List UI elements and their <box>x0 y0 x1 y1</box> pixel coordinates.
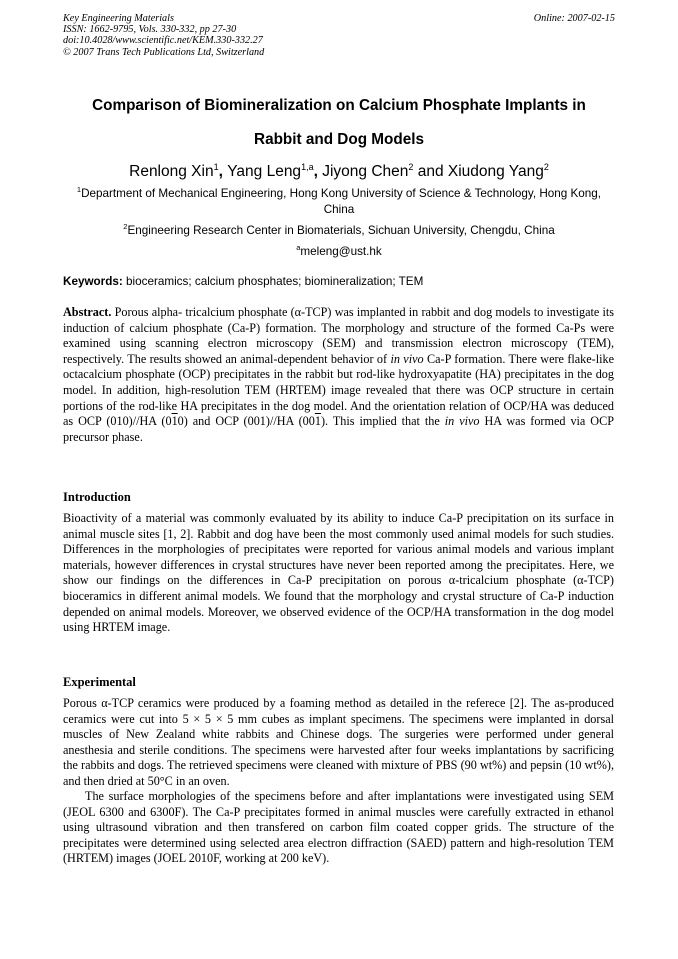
affiliation-1: $^1$Department of Mechanical Engineering, Hong Kong University of Science & Technology, Hong Kong, China <box>76 185 602 216</box>
author-name: Yang Leng <box>227 163 302 181</box>
author-sup: 2 <box>408 162 414 172</box>
author-name: Renlong Xin <box>129 163 214 181</box>
copyright-line: © 2007 Trans Tech Publications Ltd, Switzerland <box>63 46 265 58</box>
journal-name: Key Engineering Materials <box>63 13 174 24</box>
author-sup: 2 <box>543 162 549 172</box>
author-list: Renlong Xin$^1$, Yang Leng$^{1,a}$, Jiyong Chen$^2$ and Xiudong Yang$^2$ <box>129 162 549 181</box>
abstract: Abstract. Porous alpha- tricalcium phosphate (α-TCP) was implanted in rabbit and dog models to investigate its induction of calcium phosphate (Ca-P) formation. The morphology and structure of the formed Ca-Ps were examined using scanning electron microscopy (SEM) and transmission electron microscopy (TEM), respectively. The results showed an animal-dependent behavior of in vivo Ca-P formation. There were flake-like octacalcium phosphate (OCP) precipitates in the rabbit but rod-like hydroxyapatite (HA) precipitates in the dog model. In addition, high-resolution TEM (HRTEM) image revealed that there was OCP structure in certain portions of the rod-like HA precipitates in the dog model. And the orientation relation of OCP/HA was deduced as OCP (010)//HA (010) and OCP (001)//HA (001). This implied that the in vivo HA was formed via OCP precursor phase. <box>63 305 615 444</box>
author-sup: 1,a <box>301 162 314 172</box>
keywords-text: bioceramics; calcium phosphates; biomineralization; TEM <box>126 275 424 288</box>
online-date: Online: 2007-02-15 <box>533 13 615 24</box>
keywords-label: Keywords: <box>63 275 123 288</box>
paper-title <box>63 89 615 157</box>
experimental-heading: Experimental <box>63 675 136 689</box>
keywords <box>63 274 615 290</box>
introduction-heading: Introduction <box>63 490 131 504</box>
author-sup: 1 <box>213 162 219 172</box>
author-email: $^a$meleng@ust.hk <box>296 243 382 258</box>
abstract-label: Abstract. <box>63 305 112 319</box>
affiliation-2: $^2$Engineering Research Center in Biomaterials, Sichuan University, Chengdu, China <box>123 222 555 237</box>
experimental-paragraph-1: Porous α-TCP ceramics were produced by a foaming method as detailed in the referece [2]. The as-produced ceramics were cut into 5 × 5 × 5 mm cubes as implant specimens. The specimens were implanted in dorsal muscles of New Zealand white rabbits and Chinese dogs. The surgeries were performed under general anesthesia and sterile conditions. The specimens were harvested after four weeks implantations by sacrificing the rabbits and dogs. The retrieved specimens were cleaned with mixture of PBS (90 wt%) and pepsin (10 wt%), and then dried at 50°C in an oven. <box>63 696 614 788</box>
experimental-paragraph-2: The surface morphologies of the specimens before and after implantations were investigated using SEM (JEOL 6300 and 6300F). The Ca-P precipitates formed in animal muscles were carefully extracted in ethanol using ultrasound vibration and then transfered on carbon film coated copper grids. The structure of the precipitates were determined using selected area electron diffraction (SAED) pattern and high-resolution TEM (HRTEM) images (JOEL 2010F, working at 200 keV). <box>63 789 614 866</box>
issn-line: ISSN: 1662-9795, Vols. 330-332, pp 27-30 <box>63 24 237 36</box>
title-line-1: Comparison of Biomineralization on Calcium Phosphate Implants in <box>92 97 586 114</box>
author-name: Xiudong Yang <box>447 163 544 181</box>
title-line-2: Rabbit and Dog Models <box>254 131 424 148</box>
journal-header <box>63 13 264 58</box>
introduction-text: Bioactivity of a material was commonly evaluated by its ability to induce Ca-P precipitation on its surface in animal muscle sites [1, 2]. Rabbit and dog have been the most commonly used animal models for such studies. Differences in the morphologies of precipitates were reported for various animal models and various implant materials, however differences in crystal structures have never been reported among the precipitates. Here, we show our findings on the differences in Ca-P precipitation on porous α-tricalcium phosphate (α-TCP) bioceramics in different animal models. We found that the morphology and crystal structure of Ca-P induction depended on animal models. Moreover, we observed evidence of the OCP/HA transformation in the dog model using HRTEM image. <box>63 511 614 635</box>
author-name: Jiyong Chen <box>322 163 409 181</box>
doi-line: doi:10.4028/www.scientific.net/KEM.330-332.27 <box>63 35 263 47</box>
email-address: meleng@ust.hk <box>300 244 382 258</box>
